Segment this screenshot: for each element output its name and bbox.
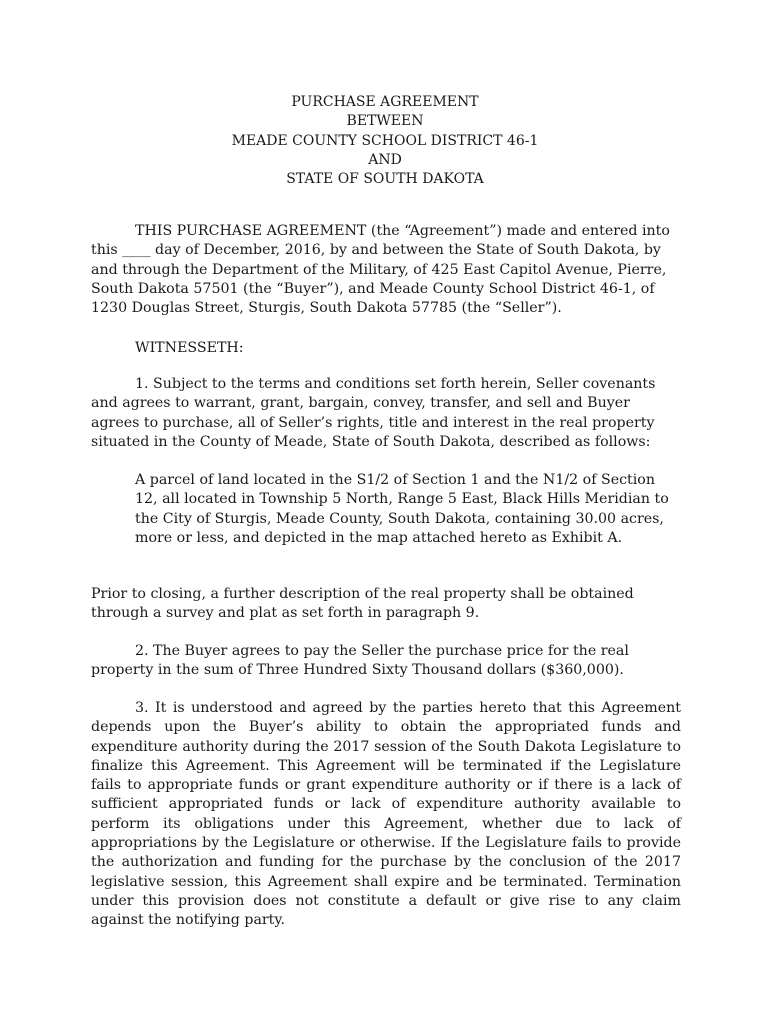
paragraph-3: 3. It is understood and agreed by the parties hereto that this Agreement depends upon the Buyer’s ability to obtain the appropriated funds and expenditure authority during the 2017 session of the South Dakota Legislature to finalize this Agreement. This Agreement will be terminated if the Legislature fails to appropriate funds or grant expenditure authority or if there is a lack of sufficient appropriated funds or lack of expenditure authority available to perform its obligations under this Agreement, whether due to lack of appropriations by the Legislature or otherwise. If the Legislature fails to provide the authorization and funding for the purchase by the conclusion of the 2017 legislative session, this Agreement shall expire and be terminated. Termination under this provision does not constitute a default or give rise to any claim against the notifying party. [91, 700, 681, 929]
title-line-3: MEADE COUNTY SCHOOL DISTRICT 46-1 [231, 132, 539, 149]
witnesseth-heading: WITNESSETH: [135, 340, 244, 356]
intro-paragraph: THIS PURCHASE AGREEMENT (the “Agreement”) made and entered into this ____ day of December, 2016, by and between the State of South Dakota, by and through the Department of the Military, of 425 East Capitol Avenue, Pierre, South Dakota 57501 (the “Buyer”), and Meade County School District 46-1, of 1230 Douglas Street, Sturgis, South Dakota 57785 (the “Seller”). [91, 223, 670, 317]
legal-description: A parcel of land located in the S1/2 of Section 1 and the N1/2 of Section 12, all located in Township 5 North, Range 5 East, Black Hills Meridian to the City of Sturgis, Meade County, South Dakota, containing 30.00 acres, more or less, and depicted in the map attached hereto as Exhibit A. [135, 472, 669, 546]
title-line-2: BETWEEN [346, 113, 424, 130]
prior-to-closing-paragraph: Prior to closing, a further description of the real property shall be obtained through a survey and plat as set forth in paragraph 9. [91, 586, 634, 622]
title-line-1: PURCHASE AGREEMENT [291, 94, 479, 110]
title-line-5: STATE OF SOUTH DAKOTA [286, 171, 484, 188]
paragraph-1: 1. Subject to the terms and conditions set forth herein, Seller covenants and agrees to warrant, grant, bargain, convey, transfer, and sell and Buyer agrees to purchase, all of Seller’s rights, title and interest in the real property situated in the County of Meade, State of South Dakota, described as follows: [91, 376, 656, 450]
paragraph-2: 2. The Buyer agrees to pay the Seller the purchase price for the real property in the sum of Three Hundred Sixty Thousand dollars ($360,000). [91, 643, 629, 679]
document-title-block [0, 93, 770, 189]
title-line-4: AND [368, 151, 402, 168]
